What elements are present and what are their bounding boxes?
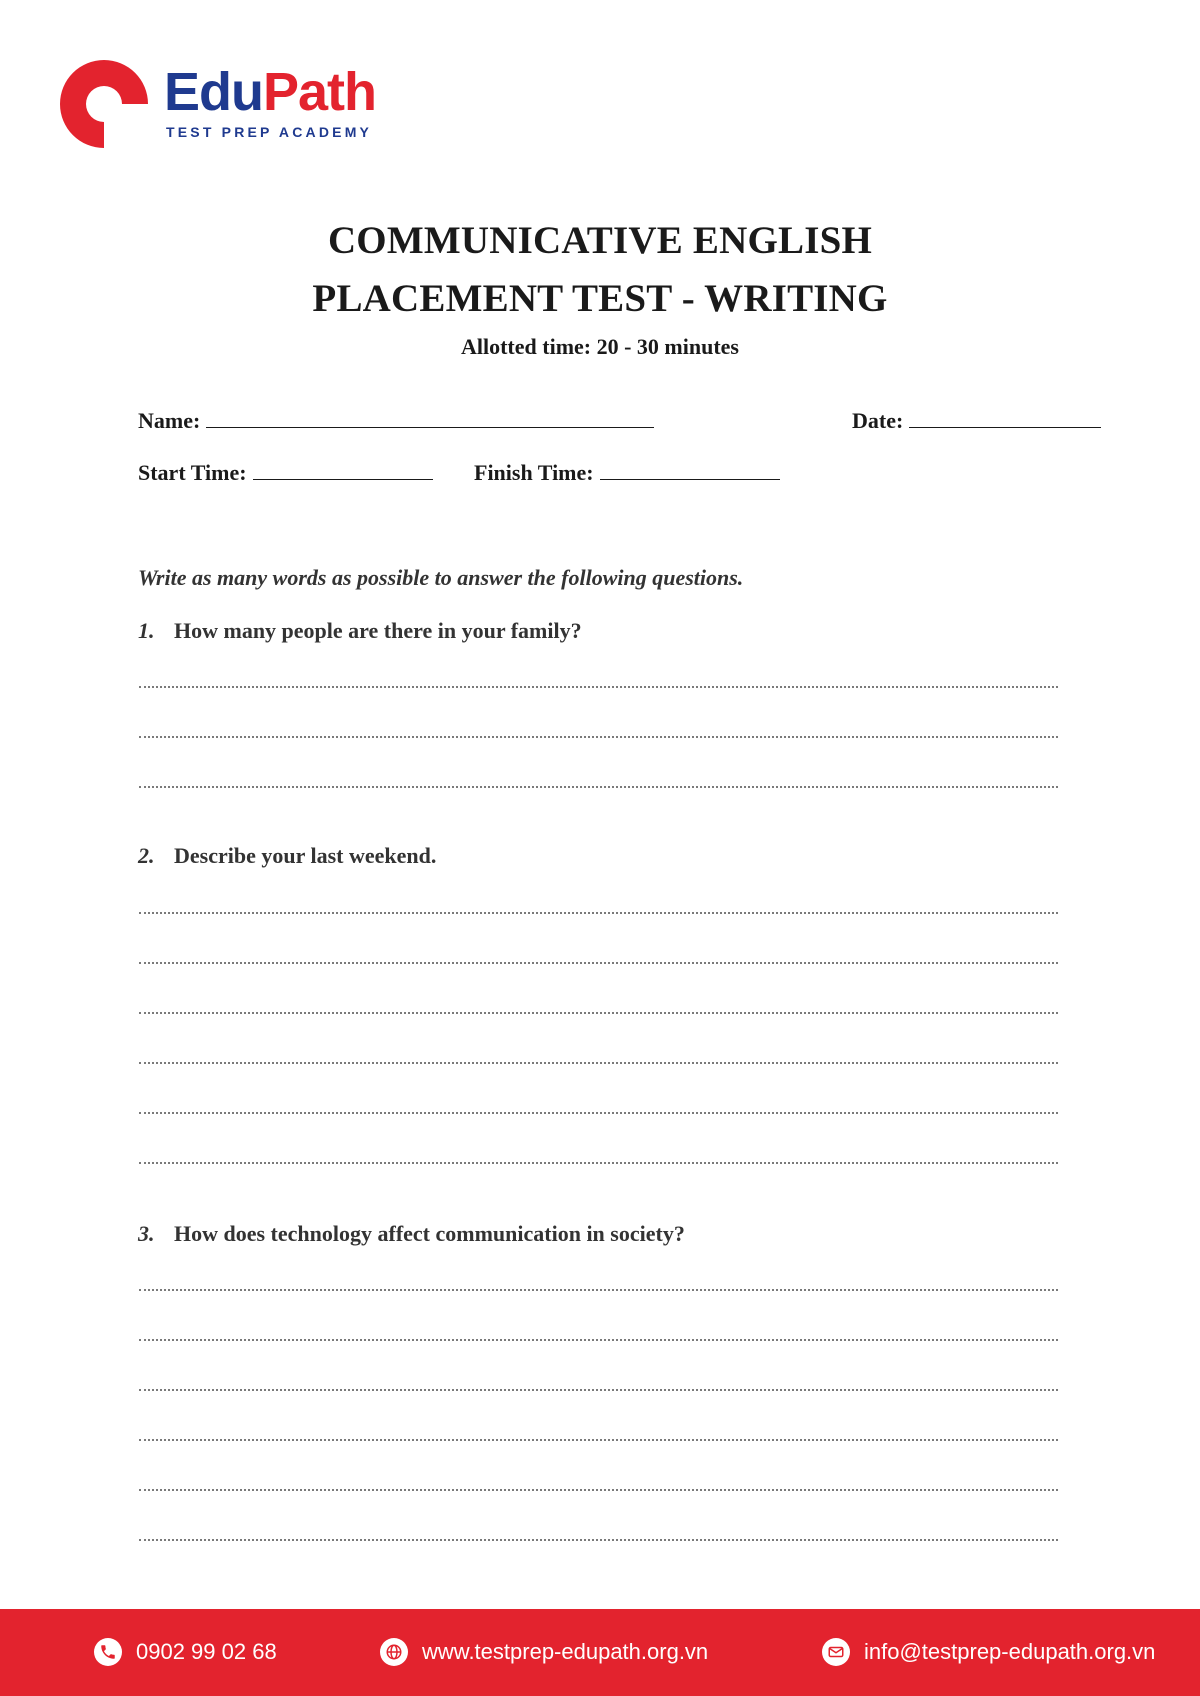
answer-line[interactable] — [139, 686, 1058, 688]
answer-line[interactable] — [139, 1439, 1058, 1441]
question-3 — [138, 1221, 685, 1247]
globe-icon — [380, 1638, 408, 1666]
question-text: Describe your last weekend. — [174, 843, 437, 868]
brand-name-path: Path — [263, 62, 377, 122]
finish-time-blank[interactable] — [600, 461, 780, 480]
phone-icon — [94, 1638, 122, 1666]
answer-line[interactable] — [139, 1062, 1058, 1064]
name-label: Name: — [138, 408, 201, 433]
answer-line[interactable] — [139, 1389, 1058, 1391]
footer-website-text: www.testprep-edupath.org.vn — [422, 1639, 709, 1664]
question-number: 1. — [138, 618, 155, 643]
footer-contact-bar — [0, 1609, 1200, 1696]
question-number: 2. — [138, 843, 155, 868]
date-label: Date: — [852, 408, 904, 433]
answer-line[interactable] — [139, 1539, 1058, 1541]
date-blank[interactable] — [909, 409, 1101, 428]
answer-line[interactable] — [139, 1162, 1058, 1164]
question-text: How does technology affect communication in society? — [174, 1221, 685, 1246]
answer-line[interactable] — [139, 736, 1058, 738]
footer-email[interactable] — [822, 1635, 1155, 1669]
date-field — [852, 408, 1101, 434]
answer-line[interactable] — [139, 1112, 1058, 1114]
logo — [54, 54, 394, 154]
answer-line[interactable] — [139, 962, 1058, 964]
question-number: 3. — [138, 1221, 155, 1246]
brand-tagline: TEST PREP ACADEMY — [166, 124, 373, 140]
answer-line[interactable] — [139, 912, 1058, 914]
footer-email-text: info@testprep-edupath.org.vn — [864, 1639, 1156, 1664]
answer-line[interactable] — [139, 1289, 1058, 1291]
name-field — [138, 408, 654, 434]
footer-phone[interactable] — [94, 1635, 277, 1669]
mail-icon — [822, 1638, 850, 1666]
allotted-time: Allotted time: 20 - 30 minutes — [460, 334, 739, 359]
edupath-logo-mark — [54, 54, 154, 154]
question-text: How many people are there in your family? — [174, 618, 582, 643]
page-title-line-1: COMMUNICATIVE ENGLISH — [327, 219, 873, 262]
footer-website[interactable] — [380, 1635, 708, 1669]
finish-time-label: Finish Time: — [474, 460, 594, 485]
question-1 — [138, 618, 582, 644]
name-blank[interactable] — [206, 409, 654, 428]
start-time-blank[interactable] — [253, 461, 433, 480]
answer-line[interactable] — [139, 1012, 1058, 1014]
question-2 — [138, 843, 436, 869]
brand-name-edu: Edu — [164, 62, 263, 122]
footer-phone-text: 0902 99 02 68 — [136, 1639, 277, 1664]
answer-line[interactable] — [139, 1489, 1058, 1491]
finish-time-field — [474, 460, 780, 486]
start-time-field — [138, 460, 433, 486]
instruction: Write as many words as possible to answer the following questions. — [138, 565, 744, 590]
answer-line[interactable] — [139, 1339, 1058, 1341]
brand-name — [164, 62, 376, 122]
start-time-label: Start Time: — [138, 460, 247, 485]
answer-line[interactable] — [139, 786, 1058, 788]
page-title-line-2: PLACEMENT TEST - WRITING — [312, 277, 888, 320]
